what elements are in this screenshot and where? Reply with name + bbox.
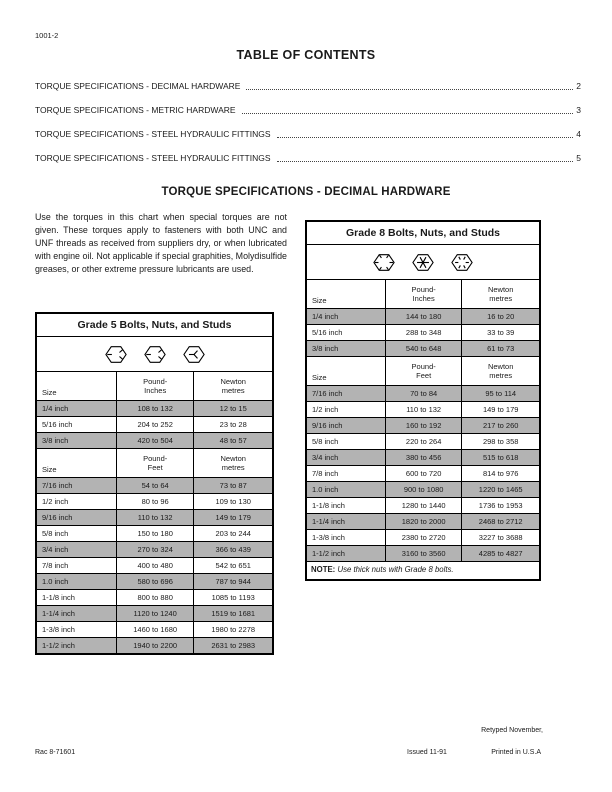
pound-feet-column-header	[386, 357, 463, 385]
header-line: Feet	[416, 371, 432, 380]
grade5-table-title: Grade 5 Bolts, Nuts, and Studs	[77, 319, 232, 331]
table-row	[37, 605, 272, 621]
newton-value-cell: 23 to 28	[219, 420, 247, 429]
toc-entry-page-number: 5	[576, 153, 581, 163]
table-row	[307, 385, 539, 401]
grade5-bolt-head-icons	[37, 336, 272, 371]
grade8-bolt-head-icons	[307, 244, 539, 279]
table-row	[307, 529, 539, 545]
table-row	[37, 525, 272, 541]
newton-metres-column-header	[462, 357, 539, 385]
grade5-table	[35, 312, 274, 655]
hex-bolt-head-6-radial-dashes-icon	[451, 253, 473, 272]
size-column-header: Size	[307, 357, 386, 385]
size-cell: 1-1/2 inch	[307, 546, 386, 561]
grade8-pound-feet-rows	[307, 385, 539, 561]
table-row	[37, 557, 272, 573]
grade8-table-note	[307, 561, 539, 579]
size-cell: 1-3/8 inch	[307, 530, 386, 545]
table-row	[307, 513, 539, 529]
header-line: metres	[221, 463, 245, 472]
newton-metres-column-header	[194, 372, 272, 400]
newton-value-cell: 48 to 57	[219, 436, 247, 445]
table-row	[37, 573, 272, 589]
size-cell: 1-1/4 inch	[37, 606, 117, 621]
pound-value-cell: 1820 to 2000	[386, 514, 463, 529]
newton-value-cell: 1220 to 1465	[478, 485, 523, 494]
grade5-pound-inches-rows	[37, 400, 272, 448]
toc-entry-page-number: 2	[576, 81, 581, 91]
pound-feet-column-header	[117, 449, 195, 477]
toc-entry-page-number: 4	[576, 129, 581, 139]
intro-paragraph: Use the torques in this chart when special torques are not given. These torques apply to fasteners with both UNC and UNF threads as received from suppliers dry, or when lubricated with engine oil. Not applicable if special graphities, Molydisulfide greases, or other extreme pressure lubricants are used.	[35, 212, 287, 274]
table-row	[307, 401, 539, 417]
header-line: Inches	[144, 386, 167, 395]
newton-value-cell: 366 to 439	[215, 545, 251, 554]
pound-inches-column-header	[386, 280, 463, 308]
grade8-table-title: Grade 8 Bolts, Nuts, and Studs	[345, 227, 501, 239]
size-cell: 5/16 inch	[37, 417, 117, 432]
size-cell: 1.0 inch	[37, 574, 117, 589]
pound-value-cell: 2380 to 2720	[386, 530, 463, 545]
newton-value-cell: 1085 to 1193	[211, 593, 255, 602]
pound-value-cell: 150 to 180	[117, 526, 195, 541]
header-line: Pound-	[143, 377, 168, 386]
header-line: Newton	[487, 362, 514, 371]
pound-value-cell: 110 to 132	[117, 510, 195, 525]
pound-value-cell: 580 to 696	[117, 574, 195, 589]
pound-inches-column-header	[117, 372, 195, 400]
table-row	[37, 493, 272, 509]
newton-value-cell: 515 to 618	[482, 453, 519, 462]
size-cell: 3/8 inch	[37, 433, 117, 448]
table-row	[37, 541, 272, 557]
table-row	[307, 324, 539, 340]
table-row	[37, 477, 272, 493]
toc-entry-label: TORQUE SPECIFICATIONS - METRIC HARDWARE	[35, 105, 236, 115]
hex-bolt-head-6-corner-ticks-icon	[373, 253, 395, 272]
pound-value-cell: 900 to 1080	[386, 482, 463, 497]
size-cell: 1/2 inch	[307, 402, 386, 417]
table-row	[307, 497, 539, 513]
pound-value-cell: 380 to 456	[386, 450, 463, 465]
toc-entry-page-number: 3	[576, 105, 581, 115]
hex-bolt-head-3-radial-ticks-icon	[105, 345, 127, 364]
size-cell: 1-1/4 inch	[307, 514, 386, 529]
pound-value-cell: 70 to 84	[386, 386, 463, 401]
note-text: Use thick nuts with Grade 8 bolts.	[337, 565, 454, 574]
size-cell: 7/16 inch	[307, 386, 386, 401]
hex-bolt-head-y-mark-icon	[183, 345, 205, 364]
pound-value-cell: 1280 to 1440	[386, 498, 463, 513]
newton-value-cell: 217 to 260	[482, 421, 519, 430]
toc-dotted-leader	[242, 113, 574, 114]
size-cell: 5/8 inch	[307, 434, 386, 449]
newton-value-cell: 1980 to 2278	[211, 625, 256, 634]
grade8-pound-inches-header-row	[307, 279, 539, 308]
newton-value-cell: 149 to 179	[482, 405, 519, 414]
page-number: 1001-2	[35, 31, 59, 40]
pound-value-cell: 288 to 348	[386, 325, 463, 340]
size-cell: 3/8 inch	[307, 341, 386, 356]
pound-value-cell: 160 to 192	[386, 418, 463, 433]
newton-value-cell: 1736 to 1953	[478, 501, 523, 510]
table-row	[307, 417, 539, 433]
pound-value-cell: 420 to 504	[117, 433, 195, 448]
newton-value-cell: 33 to 39	[487, 328, 515, 337]
table-row	[307, 465, 539, 481]
newton-value-cell: 787 to 944	[215, 577, 251, 586]
size-cell: 1-1/2 inch	[37, 638, 117, 653]
pound-value-cell: 110 to 132	[386, 402, 463, 417]
hex-bolt-head-3-radial-ticks-icon	[144, 345, 166, 364]
table-row	[37, 637, 272, 653]
grade8-table	[305, 220, 541, 581]
newton-value-cell: 2468 to 2712	[478, 517, 523, 526]
table-row	[37, 621, 272, 637]
size-column-header: Size	[307, 280, 386, 308]
newton-value-cell: 16 to 20	[487, 312, 515, 321]
pound-value-cell: 600 to 720	[386, 466, 463, 481]
newton-value-cell: 542 to 651	[215, 561, 251, 570]
footer-document-code: Rac 8-71601	[35, 749, 76, 756]
newton-value-cell: 814 to 976	[482, 469, 519, 478]
grade8-pound-inches-rows	[307, 308, 539, 356]
header-line: metres	[489, 371, 513, 380]
toc-entry	[35, 151, 581, 163]
pound-value-cell: 54 to 64	[117, 478, 195, 493]
newton-value-cell: 61 to 73	[487, 344, 515, 353]
size-cell: 9/16 inch	[307, 418, 386, 433]
table-row	[37, 589, 272, 605]
pound-value-cell: 80 to 96	[117, 494, 195, 509]
newton-value-cell: 2631 to 2983	[211, 641, 256, 650]
grade5-pound-feet-rows	[37, 477, 272, 653]
pound-value-cell: 270 to 324	[117, 542, 195, 557]
pound-value-cell: 1940 to 2200	[117, 638, 195, 653]
size-cell: 7/8 inch	[37, 558, 117, 573]
table-row	[307, 449, 539, 465]
toc-entry-label: TORQUE SPECIFICATIONS - STEEL HYDRAULIC FITTINGS	[35, 129, 271, 139]
toc-dotted-leader	[277, 161, 574, 162]
newton-value-cell: 298 to 358	[482, 437, 519, 446]
size-cell: 1-3/8 inch	[37, 622, 117, 637]
table-row	[37, 416, 272, 432]
header-line: Pound-	[411, 362, 436, 371]
hex-bolt-head-asterisk-icon	[412, 253, 434, 272]
newton-value-cell: 203 to 244	[215, 529, 251, 538]
newton-value-cell: 1519 to 1681	[211, 609, 256, 618]
pound-value-cell: 144 to 180	[386, 309, 463, 324]
header-line: metres	[489, 294, 513, 303]
header-line: Feet	[147, 463, 163, 472]
size-cell: 3/4 inch	[37, 542, 117, 557]
size-cell: 7/16 inch	[37, 478, 117, 493]
size-cell: 1/4 inch	[37, 401, 117, 416]
header-line: Newton	[220, 454, 246, 463]
size-cell: 1/4 inch	[307, 309, 386, 324]
table-row	[37, 509, 272, 525]
size-cell: 5/8 inch	[37, 526, 117, 541]
table-row	[307, 340, 539, 356]
size-cell: 1-1/8 inch	[307, 498, 386, 513]
size-column-header: Size	[37, 449, 117, 477]
toc-entry	[35, 127, 581, 139]
section-title: TORQUE SPECIFICATIONS - DECIMAL HARDWARE	[161, 186, 451, 198]
footer-retyped: Retyped November,	[481, 727, 543, 734]
pound-value-cell: 3160 to 3560	[386, 546, 463, 561]
size-cell: 7/8 inch	[307, 466, 386, 481]
footer-issued-date: Issued 11-91	[407, 749, 447, 756]
toc-dotted-leader	[277, 137, 574, 138]
table-of-contents	[35, 79, 581, 175]
newton-value-cell: 3227 to 3688	[478, 533, 523, 542]
pound-value-cell: 1460 to 1680	[117, 622, 195, 637]
newton-value-cell: 4285 to 4827	[478, 549, 523, 558]
grade5-pound-feet-header-row	[37, 448, 272, 477]
pound-value-cell: 204 to 252	[117, 417, 195, 432]
toc-entry	[35, 103, 581, 115]
newton-value-cell: 12 to 15	[219, 404, 247, 413]
size-cell: 3/4 inch	[307, 450, 386, 465]
newton-metres-column-header	[194, 449, 272, 477]
footer-printed-in: Printed in U.S.A	[491, 749, 541, 756]
pound-value-cell: 400 to 480	[117, 558, 195, 573]
table-row	[307, 481, 539, 497]
pound-value-cell: 108 to 132	[117, 401, 195, 416]
table-row	[37, 400, 272, 416]
newton-metres-column-header	[462, 280, 539, 308]
size-cell: 5/16 inch	[307, 325, 386, 340]
pound-value-cell: 540 to 648	[386, 341, 463, 356]
grade5-pound-inches-header-row	[37, 371, 272, 400]
size-cell: 1.0 inch	[307, 482, 386, 497]
size-cell: 1-1/8 inch	[37, 590, 117, 605]
header-line: Newton	[487, 285, 514, 294]
table-row	[307, 433, 539, 449]
size-cell: 1/2 inch	[37, 494, 117, 509]
header-line: Newton	[220, 377, 246, 386]
pound-value-cell: 220 to 264	[386, 434, 463, 449]
size-cell: 9/16 inch	[37, 510, 117, 525]
toc-entry	[35, 79, 581, 91]
table-row	[307, 545, 539, 561]
header-line: Pound-	[411, 285, 436, 294]
grade8-pound-feet-header-row	[307, 356, 539, 385]
newton-value-cell: 109 to 130	[215, 497, 251, 506]
header-line: Inches	[412, 294, 435, 303]
toc-title: TABLE OF CONTENTS	[236, 48, 376, 62]
table-row	[37, 432, 272, 448]
newton-value-cell: 149 to 179	[215, 513, 251, 522]
size-column-header: Size	[37, 372, 117, 400]
pound-value-cell: 1120 to 1240	[117, 606, 195, 621]
newton-value-cell: 95 to 114	[485, 389, 517, 398]
table-row	[307, 308, 539, 324]
newton-value-cell: 73 to 87	[219, 481, 247, 490]
toc-entry-label: TORQUE SPECIFICATIONS - STEEL HYDRAULIC FITTINGS	[35, 153, 271, 163]
toc-entry-label: TORQUE SPECIFICATIONS - DECIMAL HARDWARE	[35, 81, 241, 91]
note-label: NOTE:	[311, 565, 336, 574]
pound-value-cell: 800 to 880	[117, 590, 195, 605]
toc-dotted-leader	[246, 89, 573, 90]
header-line: metres	[221, 386, 245, 395]
header-line: Pound-	[143, 454, 168, 463]
